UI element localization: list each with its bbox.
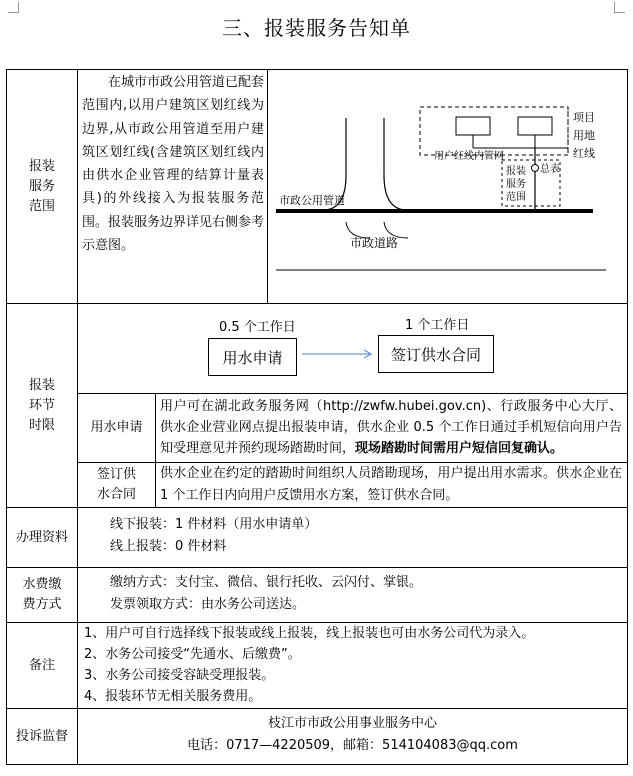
diagram-label-meter: 总表 [540, 164, 560, 175]
diagram-label-scope-3: 范围 [506, 192, 526, 203]
diagram-label-project: 项目 [573, 111, 595, 124]
diagram-label-municipal-pipe: 市政公用管道 [279, 194, 345, 207]
step2-time: 1 个工作日 [405, 318, 470, 333]
step1-box: 用水申请 [208, 338, 297, 376]
table-border [6, 507, 628, 508]
margin-corner-mark [8, 2, 19, 13]
row-contract-text: 供水企业在约定的踏勘时间组织人员踏勘现场，用户提出用水需求。供水企业在 1 个工作日内向用户反馈用水方案，签订供水合同。 [160, 466, 622, 503]
table-border [6, 567, 628, 568]
note-item: 4、报装环节无相关服务费用。 [84, 689, 262, 704]
table-border [77, 393, 628, 394]
diagram-label-scope-1: 报装 [506, 166, 526, 177]
table-border [6, 303, 628, 304]
row-apply-text: 用户可在湖北政务服务网（http://zwfw.hubei.gov.cn)、行政服务中心大厅、供水企业营业网点提出报装申请，供水企业 0.5 个工作日通过手机短信向用户告知受理意见并预约现场踏勘时间，现场踏勘时间需用户短信回复确认。 [160, 399, 622, 456]
step1-time: 0.5 个工作日 [219, 320, 296, 335]
row-contract-name: 签订供 水合同 [96, 467, 136, 502]
payment-line1: 缴纳方式：支付宝、微信、银行托收、云闪付、掌银。 [110, 575, 423, 590]
margin-corner-mark [614, 2, 625, 13]
building-box [518, 117, 552, 135]
table-border [155, 393, 156, 507]
materials-line1: 线下报装：1 件材料（用水申请单） [110, 517, 318, 532]
note-item: 3、水务公司接受容缺受理报装。 [84, 668, 275, 683]
meter-icon [532, 165, 539, 172]
notes-label: 备注 [28, 657, 55, 673]
materials-line2: 线上报装：0 件材料 [110, 539, 227, 554]
note-item: 1、用户可自行选择线下报装或线上报装，线上报装也可由水务公司代为录入。 [84, 626, 535, 641]
supervision-label: 投诉监督 [15, 728, 68, 744]
scope-text: 在城市市政公用管道已配套范围内,以用户建筑区划红线为边界,从市政公用管道至用户建筑区划红线(含建筑区划红线内由供水企业管理的结算计量表具)的外线接入为报装服务范围。报装服务边界详见右侧参考示意图。 [82, 75, 265, 254]
service-scope-diagram [268, 70, 627, 303]
diagram-label-scope-2: 服务 [506, 179, 526, 190]
payment-line2: 发票领取方式：由水务公司送达。 [110, 597, 306, 612]
pipe-curve-right [384, 118, 407, 210]
step2-box: 签订供水合同 [378, 335, 494, 373]
table-border [6, 764, 628, 765]
row-apply-bold: 现场踏勘时间需用户短信回复确认。 [355, 441, 564, 456]
diagram-label-redline: 红线 [573, 147, 595, 160]
supervision-org: 枝江市市政公用事业服务中心 [267, 716, 437, 731]
table-border [6, 708, 628, 709]
supervision-contact: 电话：0717—4220509，邮箱：514104083@qq.com [187, 738, 518, 753]
note-item: 2、水务公司接受“先通水、后缴费”。 [84, 647, 301, 662]
row-apply-name: 用水申请 [90, 420, 143, 435]
payment-label: 水费缴 费方式 [22, 577, 62, 612]
table-border [627, 69, 628, 764]
step-arrow [300, 348, 376, 360]
page-title: 三、报装服务告知单 [222, 16, 411, 40]
scope-label: 报装 服务 范围 [28, 158, 55, 214]
building-box [456, 117, 490, 135]
diagram-label-inner-network: 用户红线内管网 [434, 151, 504, 162]
process-label: 报装 环节 时限 [28, 377, 55, 433]
diagram-label-land: 用地 [573, 129, 595, 142]
diagram-label-road: 市政道路 [350, 236, 399, 250]
materials-label: 办理资料 [15, 529, 68, 545]
